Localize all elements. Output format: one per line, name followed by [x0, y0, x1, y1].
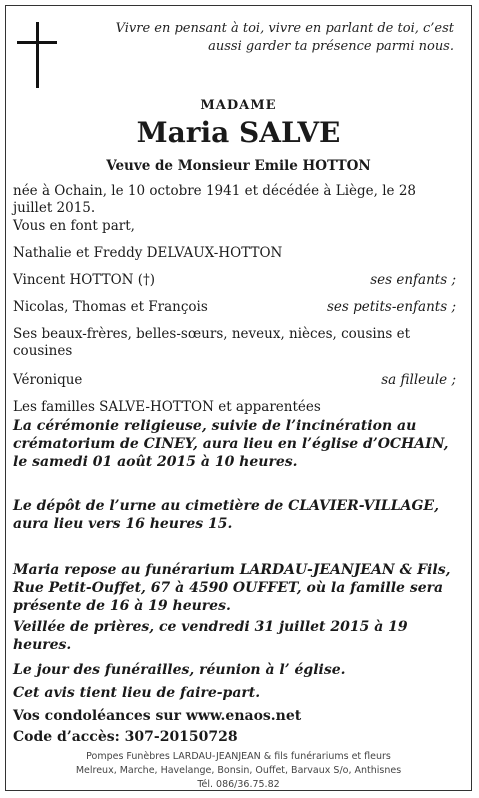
- family-row: [13, 326, 456, 360]
- family-relation: ses petits-enfants ;: [326, 299, 456, 315]
- family-row: [13, 299, 456, 316]
- urn-info: Le dépôt de l’urne au cimetière de CLAVIER-VILLAGE, aura lieu vers 16 heures 15.: [13, 498, 439, 532]
- family-row: [13, 272, 456, 289]
- notice-info: Cet avis tient lieu de faire-part.: [13, 685, 261, 701]
- family-names: Les familles SALVE-HOTTON et apparentées: [13, 399, 321, 415]
- family-relation: sa filleule ;: [381, 372, 456, 388]
- footer-line: Melreux, Marche, Havelange, Bonsin, Ouffet, Barvaux S/o, Anthisnes: [75, 765, 402, 776]
- family-row: [13, 245, 456, 262]
- family-relation: ses enfants ;: [370, 272, 456, 288]
- widow-of: Veuve de Monsieur Emile HOTTON: [106, 158, 371, 174]
- family-names: Vincent HOTTON (†): [13, 272, 156, 288]
- announce-line: Vous en font part,: [13, 218, 135, 234]
- funeral-home-footer: [6, 750, 471, 792]
- condolences-info: Vos condoléances sur www.enaos.net: [13, 708, 302, 724]
- family-names: Ses beaux-frères, belles-sœurs, neveux, nièces, cousins et cousines: [13, 326, 411, 359]
- birth-death-info: née à Ochain, le 10 octobre 1941 et décédée à Liège, le 28 juillet 2015.: [13, 183, 417, 216]
- meeting-info: Le jour des funérailles, réunion à l’ église.: [13, 662, 346, 678]
- family-names: Nathalie et Freddy DELVAUX-HOTTON: [13, 245, 283, 261]
- access-code: Code d’accès: 307-20150728: [13, 729, 238, 745]
- funerarium-info: Maria repose au funérarium LARDAU-JEANJEAN & Fils, Rue Petit-Ouffet, 67 à 4590 OUFFET, où la famille sera présente de 16 à 19 heures.: [13, 562, 451, 614]
- death-notice-card: [5, 5, 472, 791]
- family-names: Nicolas, Thomas et François: [13, 299, 208, 315]
- footer-line: Pompes Funèbres LARDAU-JEANJEAN & fils funérariums et fleurs: [86, 751, 391, 762]
- family-names: Véronique: [13, 372, 83, 388]
- vigil-info: Veillée de prières, ce vendredi 31 juillet 2015 à 19 heures.: [13, 619, 408, 653]
- footer-phone: Tél. 086/36.75.82: [197, 779, 280, 790]
- memorial-quote: Vivre en pensant à toi, vivre en parlant de toi, c’est aussi garder ta présence parmi nous.: [115, 21, 454, 54]
- family-row: [13, 372, 456, 389]
- honorific: MADAME: [200, 98, 277, 113]
- family-row: [13, 399, 456, 416]
- deceased-name: Maria SALVE: [136, 116, 341, 149]
- ceremony-info: La cérémonie religieuse, suivie de l’incinération au crématorium de CINEY, aura lieu en l’église d’OCHAIN, le samedi 01 août 2015 à 10 heures.: [13, 418, 449, 470]
